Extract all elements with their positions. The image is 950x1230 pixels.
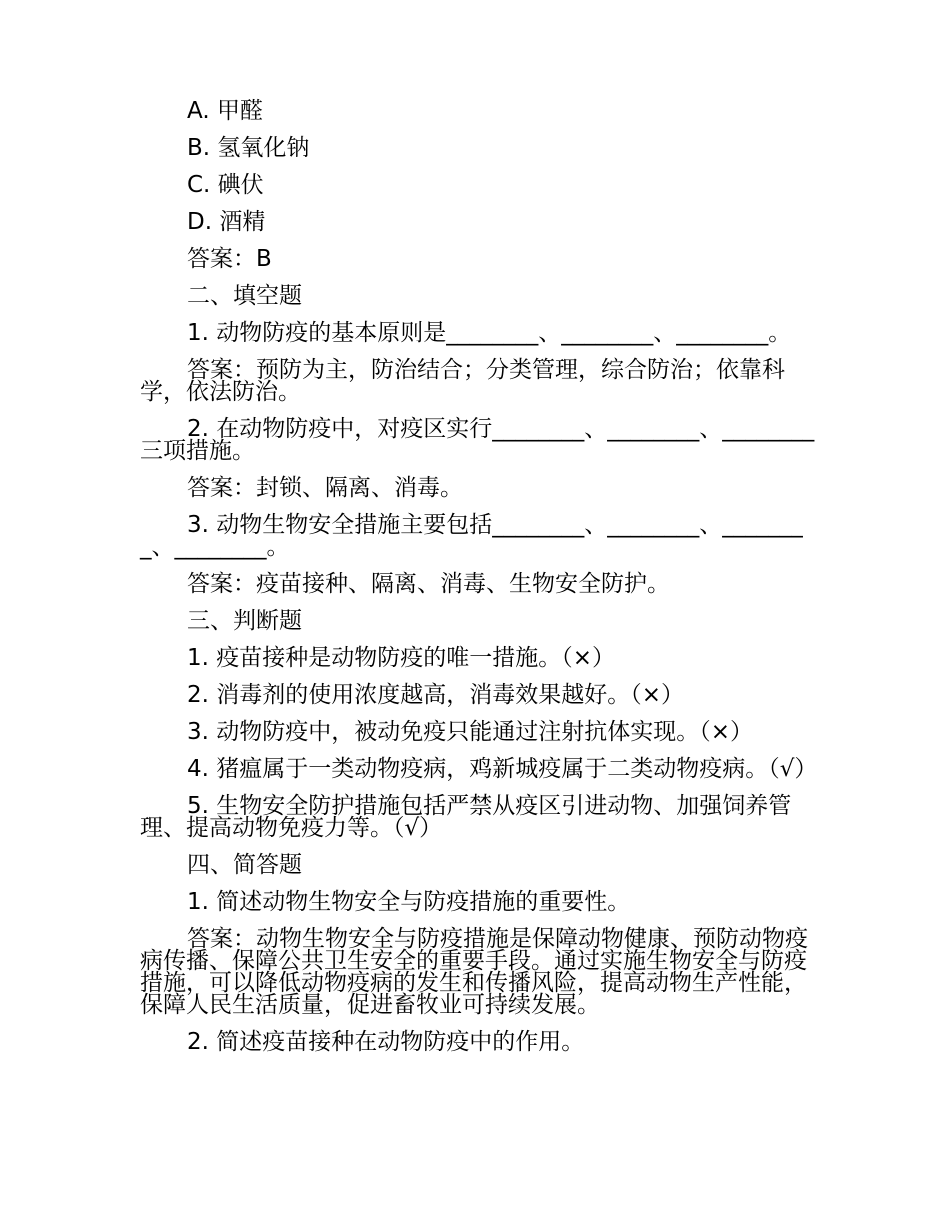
option-a: A. 甲醛	[187, 98, 263, 124]
section-short-answer-heading: 四、简答题	[187, 852, 302, 878]
tf-item-1: 1. 疫苗接种是动物防疫的唯一措施。（×）	[187, 645, 616, 671]
tf-item-2: 2. 消毒剂的使用浓度越高，消毒效果越好。（×）	[187, 682, 685, 708]
document-page	[140, 98, 818, 1068]
short-question-1: 1. 简述动物生物安全与防疫措施的重要性。	[187, 889, 631, 915]
fill-answer-2: 答案：封锁、隔离、消毒。	[187, 475, 463, 501]
short-question-2: 2. 简述疫苗接种在动物防疫中的作用。	[187, 1029, 585, 1055]
fill-question-1: 1. 动物防疫的基本原则是________、________、________。	[187, 320, 792, 346]
answer-mc: 答案：B	[187, 246, 272, 272]
option-d: D. 酒精	[187, 209, 266, 235]
fill-answer-1: 答案：预防为主，防治结合；分类管理，综合防治；依靠科学，依法防治。	[140, 357, 785, 405]
option-c: C. 碘伏	[187, 172, 264, 198]
fill-question-2: 2. 在动物防疫中，对疫区实行________、________、________三项措施。	[140, 416, 815, 464]
section-true-false-heading: 三、判断题	[187, 608, 302, 634]
tf-item-3: 3. 动物防疫中，被动免疫只能通过注射抗体实现。（×）	[187, 719, 754, 745]
tf-item-5: 5. 生物安全防护措施包括严禁从疫区引进动物、加强饲养管理、提高动物免疫力等。（√）	[140, 793, 792, 841]
fill-answer-3: 答案：疫苗接种、隔离、消毒、生物安全防护。	[187, 571, 670, 597]
option-b: B. 氢氧化钠	[187, 135, 310, 161]
section-fill-blank-heading: 二、填空题	[187, 283, 302, 309]
short-answer-1: 答案：动物生物安全与防疫措施是保障动物健康、预防动物疫病传播、保障公共卫生安全的重要手段。通过实施生物安全与防疫措施，可以降低动物疫病的发生和传播风险，提高动物生产性能，保障人民生活质量，促进畜牧业可持续发展。	[140, 926, 808, 1018]
tf-item-4: 4. 猪瘟属于一类动物疫病，鸡新城疫属于二类动物疫病。（√）	[187, 756, 818, 782]
fill-question-3: 3. 动物生物安全措施主要包括________、________、________、________。	[140, 512, 803, 560]
